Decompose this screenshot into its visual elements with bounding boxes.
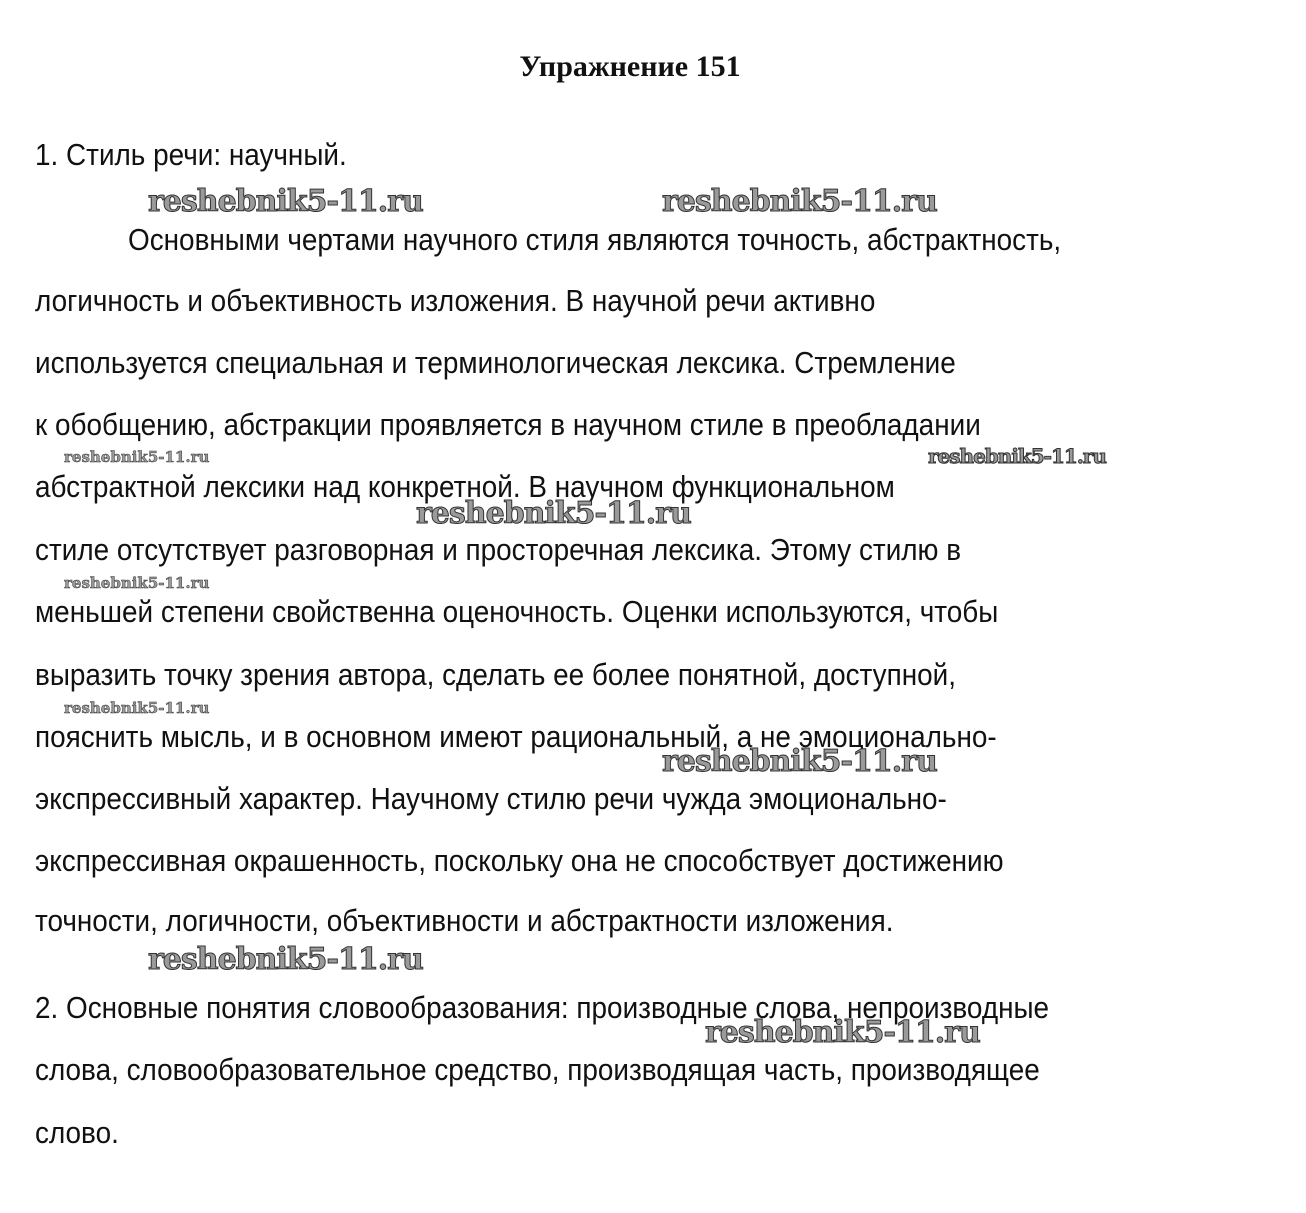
text-line: Основными чертами научного стиля являются точность, абстрактность, [128, 222, 1062, 257]
watermark: reshebnik5-11.ru [64, 448, 210, 466]
watermark: reshebnik5-11.ru [148, 184, 423, 219]
page-title: Упражнение 151 [519, 50, 741, 83]
text-line: точности, логичности, объективности и абстрактности изложения. [35, 903, 894, 938]
watermark: reshebnik5-11.ru [705, 1015, 980, 1050]
text-line: выразить точку зрения автора, сделать ее более понятной, доступной, [35, 657, 956, 692]
text-line: используется специальная и терминологическая лексика. Стремление [35, 345, 956, 380]
watermark: reshebnik5-11.ru [64, 699, 210, 717]
watermark: reshebnik5-11.ru [662, 184, 937, 219]
watermark: reshebnik5-11.ru [64, 574, 210, 592]
text-line: пояснить мысль, и в основном имеют рациональный, а не эмоционально- [35, 719, 997, 754]
watermark: reshebnik5-11.ru [416, 496, 691, 531]
text-line: стиле отсутствует разговорная и просторечная лексика. Этому стилю в [35, 532, 962, 567]
watermark: reshebnik5-11.ru [148, 942, 423, 977]
text-line: 1. Стиль речи: научный. [35, 137, 347, 172]
text-line: слово. [35, 1115, 119, 1150]
watermark: reshebnik5-11.ru [928, 444, 1106, 468]
text-line: экспрессивный характер. Научному стилю речи чужда эмоционально- [35, 781, 947, 816]
text-line: 2. Основные понятия словообразования: производные слова, непроизводные [35, 990, 1050, 1025]
text-line: логичность и объективность изложения. В научной речи активно [35, 283, 876, 318]
text-line: абстрактной лексики над конкретной. В научном функциональном [35, 469, 895, 504]
text-line: меньшей степени свойственна оценочность. Оценки используются, чтобы [35, 594, 999, 629]
watermark: reshebnik5-11.ru [662, 744, 937, 779]
text-line: экспрессивная окрашенность, поскольку она не способствует достижению [35, 843, 1004, 878]
text-line: слова, словообразовательное средство, производящая часть, производящее [35, 1052, 1040, 1087]
text-line: к обобщению, абстракции проявляется в научном стиле в преобладании [35, 407, 981, 442]
